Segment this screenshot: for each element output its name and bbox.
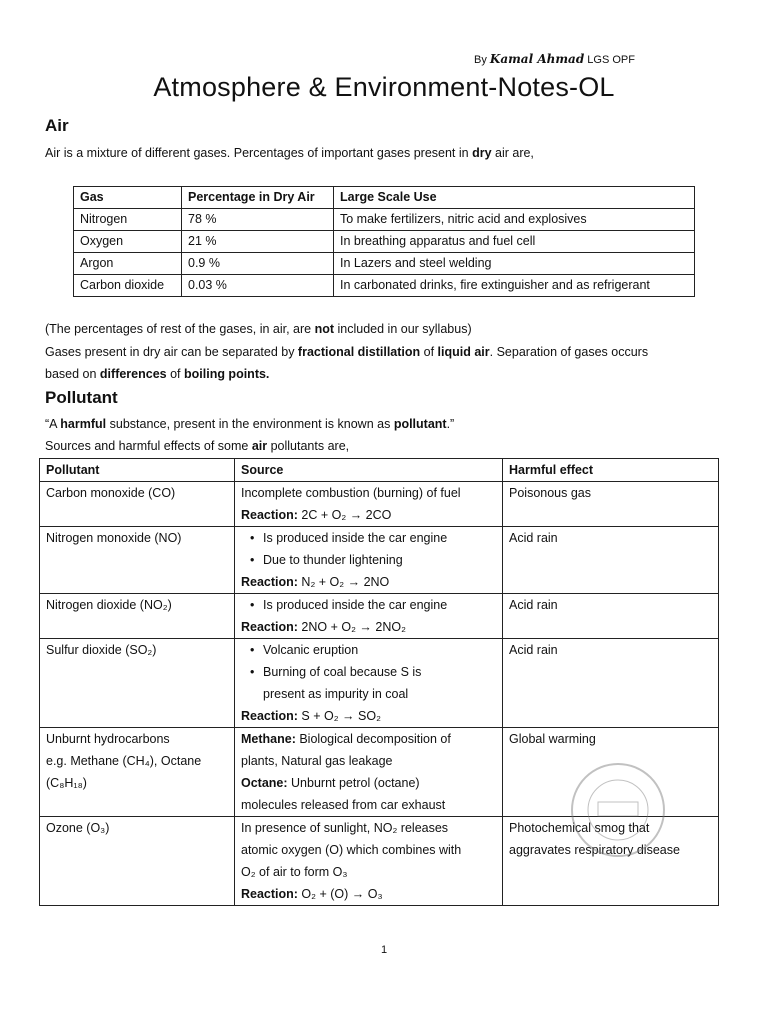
cell-effect: Global warming: [503, 728, 719, 817]
source-bullet: • Is produced inside the car engine: [241, 594, 496, 616]
table-row: [74, 253, 695, 275]
header-effect: Harmful effect: [503, 459, 719, 482]
header-use: Large Scale Use: [334, 187, 695, 209]
sep-bold-3: differences: [99, 367, 167, 381]
table-row: [74, 275, 695, 297]
air-heading: Air: [45, 116, 69, 135]
src-text-1: Sources and harmful effects of some: [45, 439, 252, 453]
air-intro-bold: dry: [472, 146, 492, 160]
sep-text-4: based on: [45, 367, 100, 381]
table-header-row: [74, 187, 695, 209]
table-row: [74, 231, 695, 253]
sep-text-5: of: [166, 367, 184, 381]
cell-gas: Oxygen: [74, 231, 182, 253]
header-percentage: Percentage in Dry Air: [182, 187, 334, 209]
air-gases-table: [73, 186, 695, 297]
cell-gas: Argon: [74, 253, 182, 275]
pollutant-heading: Pollutant: [45, 388, 118, 407]
cell-percentage: 0.9 %: [182, 253, 334, 275]
author-line: [474, 52, 635, 66]
cell-source: [235, 527, 503, 594]
page-number: 1: [380, 944, 388, 956]
cell-effect: Acid rain: [503, 594, 719, 639]
separation-text: [45, 341, 725, 385]
methane-text-2: plants, Natural gas leakage: [241, 754, 393, 768]
source-line-3: O₂ of air to form O₃: [241, 865, 348, 879]
note-text: (The percentages of rest of the gases, in air, are: [45, 322, 315, 336]
air-intro-end: air are,: [491, 146, 534, 160]
reaction-label: Reaction:: [241, 508, 298, 522]
reaction-label: Reaction:: [241, 887, 298, 901]
cell-effect: Acid rain: [503, 639, 719, 728]
def-text-1: “A: [45, 417, 61, 431]
pollutant-line-2: e.g. Methane (CH₄), Octane: [46, 754, 202, 768]
cell-source: [235, 594, 503, 639]
cell-pollutant: Nitrogen dioxide (NO₂): [40, 594, 235, 639]
table-row: [40, 639, 719, 728]
table-row: [40, 527, 719, 594]
octane-text-2: molecules released from car exhaust: [241, 798, 446, 812]
pollutant-sources-intro: [45, 435, 725, 457]
source-bullet: • Due to thunder lightening: [241, 549, 496, 571]
cell-percentage: 0.03 %: [182, 275, 334, 297]
air-intro-text: Air is a mixture of different gases. Percentages of important gases present in: [45, 146, 473, 160]
reaction-label: Reaction:: [241, 709, 298, 723]
table-row: [40, 594, 719, 639]
cell-percentage: 21 %: [182, 231, 334, 253]
cell-source: [235, 728, 503, 817]
cell-effect: Acid rain: [503, 527, 719, 594]
cell-pollutant: Ozone (O₃): [40, 817, 235, 906]
reaction-equation: 2C + O₂ → 2CO: [297, 508, 392, 522]
reaction-label: Reaction:: [241, 575, 298, 589]
sep-bold-2: liquid air: [437, 345, 490, 359]
octane-text-1: Unburnt petrol (octane): [287, 776, 420, 790]
note-bold: not: [314, 322, 335, 336]
cell-use: In carbonated drinks, fire extinguisher and as refrigerant: [334, 275, 695, 297]
cell-source: [235, 639, 503, 728]
source-line-2: atomic oxygen (O) which combines with: [241, 843, 462, 857]
def-text-2: substance, present in the environment is known as: [106, 417, 394, 431]
sep-bold-1: fractional distillation: [297, 345, 421, 359]
table-row: [74, 209, 695, 231]
note-end: included in our syllabus): [334, 322, 472, 336]
methane-text-1: Biological decomposition of: [295, 732, 451, 746]
source-bullet: [241, 661, 496, 705]
cell-gas: Carbon dioxide: [74, 275, 182, 297]
source-bullet: • Volcanic eruption: [241, 639, 496, 661]
author-stamp: [568, 760, 668, 860]
src-text-2: pollutants are,: [267, 439, 350, 453]
reaction-equation: S + O₂ → SO₂: [297, 709, 381, 723]
src-bold: air: [251, 439, 268, 453]
def-text-3: .”: [446, 417, 455, 431]
effect-line-2: aggravates respiratory disease: [509, 843, 680, 857]
reaction-label: Reaction:: [241, 620, 298, 634]
header-pollutant: Pollutant: [40, 459, 235, 482]
cell-pollutant: Carbon monoxide (CO): [40, 482, 235, 527]
source-text: Incomplete combustion (burning) of fuel: [241, 486, 461, 500]
header-source: Source: [235, 459, 503, 482]
reaction-equation: 2NO + O₂ → 2NO₂: [297, 620, 406, 634]
cell-use: In breathing apparatus and fuel cell: [334, 231, 695, 253]
source-line-1: In presence of sunlight, NO₂ releases: [241, 821, 449, 835]
reaction-equation: O₂ + (O) → O₃: [297, 887, 383, 901]
cell-percentage: 78 %: [182, 209, 334, 231]
cell-pollutant: Nitrogen monoxide (NO): [40, 527, 235, 594]
octane-label: Octane:: [241, 776, 288, 790]
sep-text-1: Gases present in dry air can be separated by: [45, 345, 298, 359]
cell-use: In Lazers and steel welding: [334, 253, 695, 275]
pollutant-line-1: Unburnt hydrocarbons: [46, 732, 170, 746]
cell-use: To make fertilizers, nitric acid and explosives: [334, 209, 695, 231]
cell-pollutant: [40, 728, 235, 817]
syllabus-note: [45, 318, 725, 340]
def-bold-1: harmful: [60, 417, 107, 431]
cell-effect: Poisonous gas: [503, 482, 719, 527]
cell-source: [235, 817, 503, 906]
reaction-equation: N₂ + O₂ → 2NO: [297, 575, 390, 589]
header-gas: Gas: [74, 187, 182, 209]
sep-bold-4: boiling points.: [184, 367, 270, 381]
author-affiliation: LGS OPF: [587, 54, 635, 66]
sep-text-2: of: [420, 345, 438, 359]
page-title: Atmosphere & Environment-Notes-OL: [153, 72, 615, 102]
cell-gas: Nitrogen: [74, 209, 182, 231]
def-bold-2: pollutant: [393, 417, 447, 431]
bullet-line-1: Burning of coal because S is: [263, 665, 422, 679]
author-name: Kamal Ahmad: [489, 52, 585, 66]
pollutant-definition: [45, 413, 725, 435]
sep-text-3: . Separation of gases occurs: [489, 345, 649, 359]
cell-source: [235, 482, 503, 527]
methane-label: Methane:: [241, 732, 296, 746]
cell-pollutant: Sulfur dioxide (SO₂): [40, 639, 235, 728]
table-header-row: [40, 459, 719, 482]
air-intro: [45, 142, 725, 164]
effect-line-1: Photochemical smog that: [509, 821, 650, 835]
pollutant-line-3: (C₈H₁₈): [46, 776, 87, 790]
by-text: By: [474, 54, 487, 66]
source-bullet: • Is produced inside the car engine: [241, 527, 496, 549]
table-row: [40, 482, 719, 527]
bullet-line-2: present as impurity in coal: [263, 687, 409, 701]
